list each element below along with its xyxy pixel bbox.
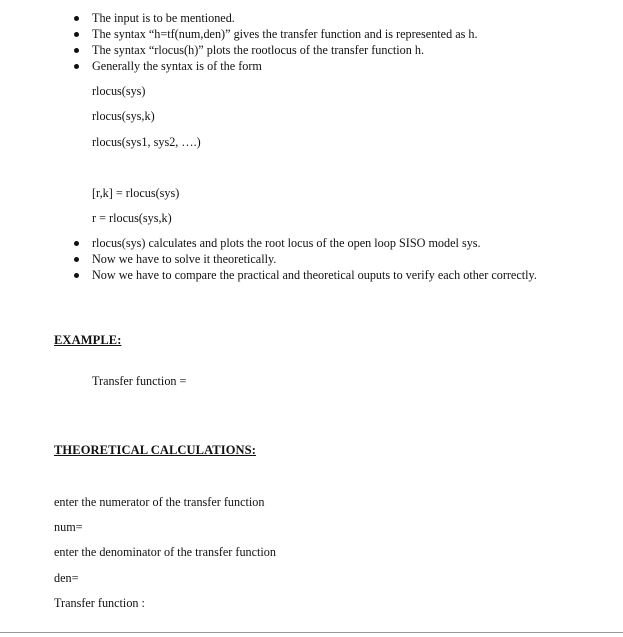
bullet-icon xyxy=(74,48,79,53)
bullet-icon xyxy=(74,273,79,278)
example-heading: EXAMPLE: xyxy=(54,333,122,347)
bullet-icon xyxy=(74,32,79,37)
num-label: num= xyxy=(54,520,83,534)
bullet-text: Now we have to compare the practical and theoretical ouputs to verify each other correctly. xyxy=(92,268,537,282)
numerator-prompt: enter the numerator of the transfer function xyxy=(54,495,265,509)
bullet-icon xyxy=(74,64,79,69)
bullet-text: The input is to be mentioned. xyxy=(92,11,235,25)
syntax-line: r = rlocus(sys,k) xyxy=(92,211,172,225)
bullet-text: rlocus(sys) calculates and plots the root locus of the open loop SISO model sys. xyxy=(92,236,481,250)
bullet-text: The syntax “rlocus(h)” plots the rootlocus of the transfer function h. xyxy=(92,43,425,57)
page-bottom-rule xyxy=(0,632,623,633)
syntax-line: rlocus(sys) xyxy=(92,84,146,98)
bullet-text: The syntax “h=tf(num,den)” gives the transfer function and is represented as h. xyxy=(92,27,478,41)
bullet-icon xyxy=(74,241,79,246)
bullet-icon xyxy=(74,257,79,262)
transfer-function-label: Transfer function : xyxy=(54,596,145,610)
theory-heading: THEORETICAL CALCULATIONS: xyxy=(54,443,256,457)
syntax-line: [r,k] = rlocus(sys) xyxy=(92,186,180,200)
syntax-line: rlocus(sys1, sys2, ….) xyxy=(92,135,201,149)
example-transfer-function: Transfer function = xyxy=(92,374,187,388)
bullet-text: Generally the syntax is of the form xyxy=(92,59,262,73)
syntax-line: rlocus(sys,k) xyxy=(92,109,155,123)
bullet-text: Now we have to solve it theoretically. xyxy=(92,252,277,266)
den-label: den= xyxy=(54,571,79,585)
denominator-prompt: enter the denominator of the transfer function xyxy=(54,545,276,559)
bullet-icon xyxy=(74,16,79,21)
